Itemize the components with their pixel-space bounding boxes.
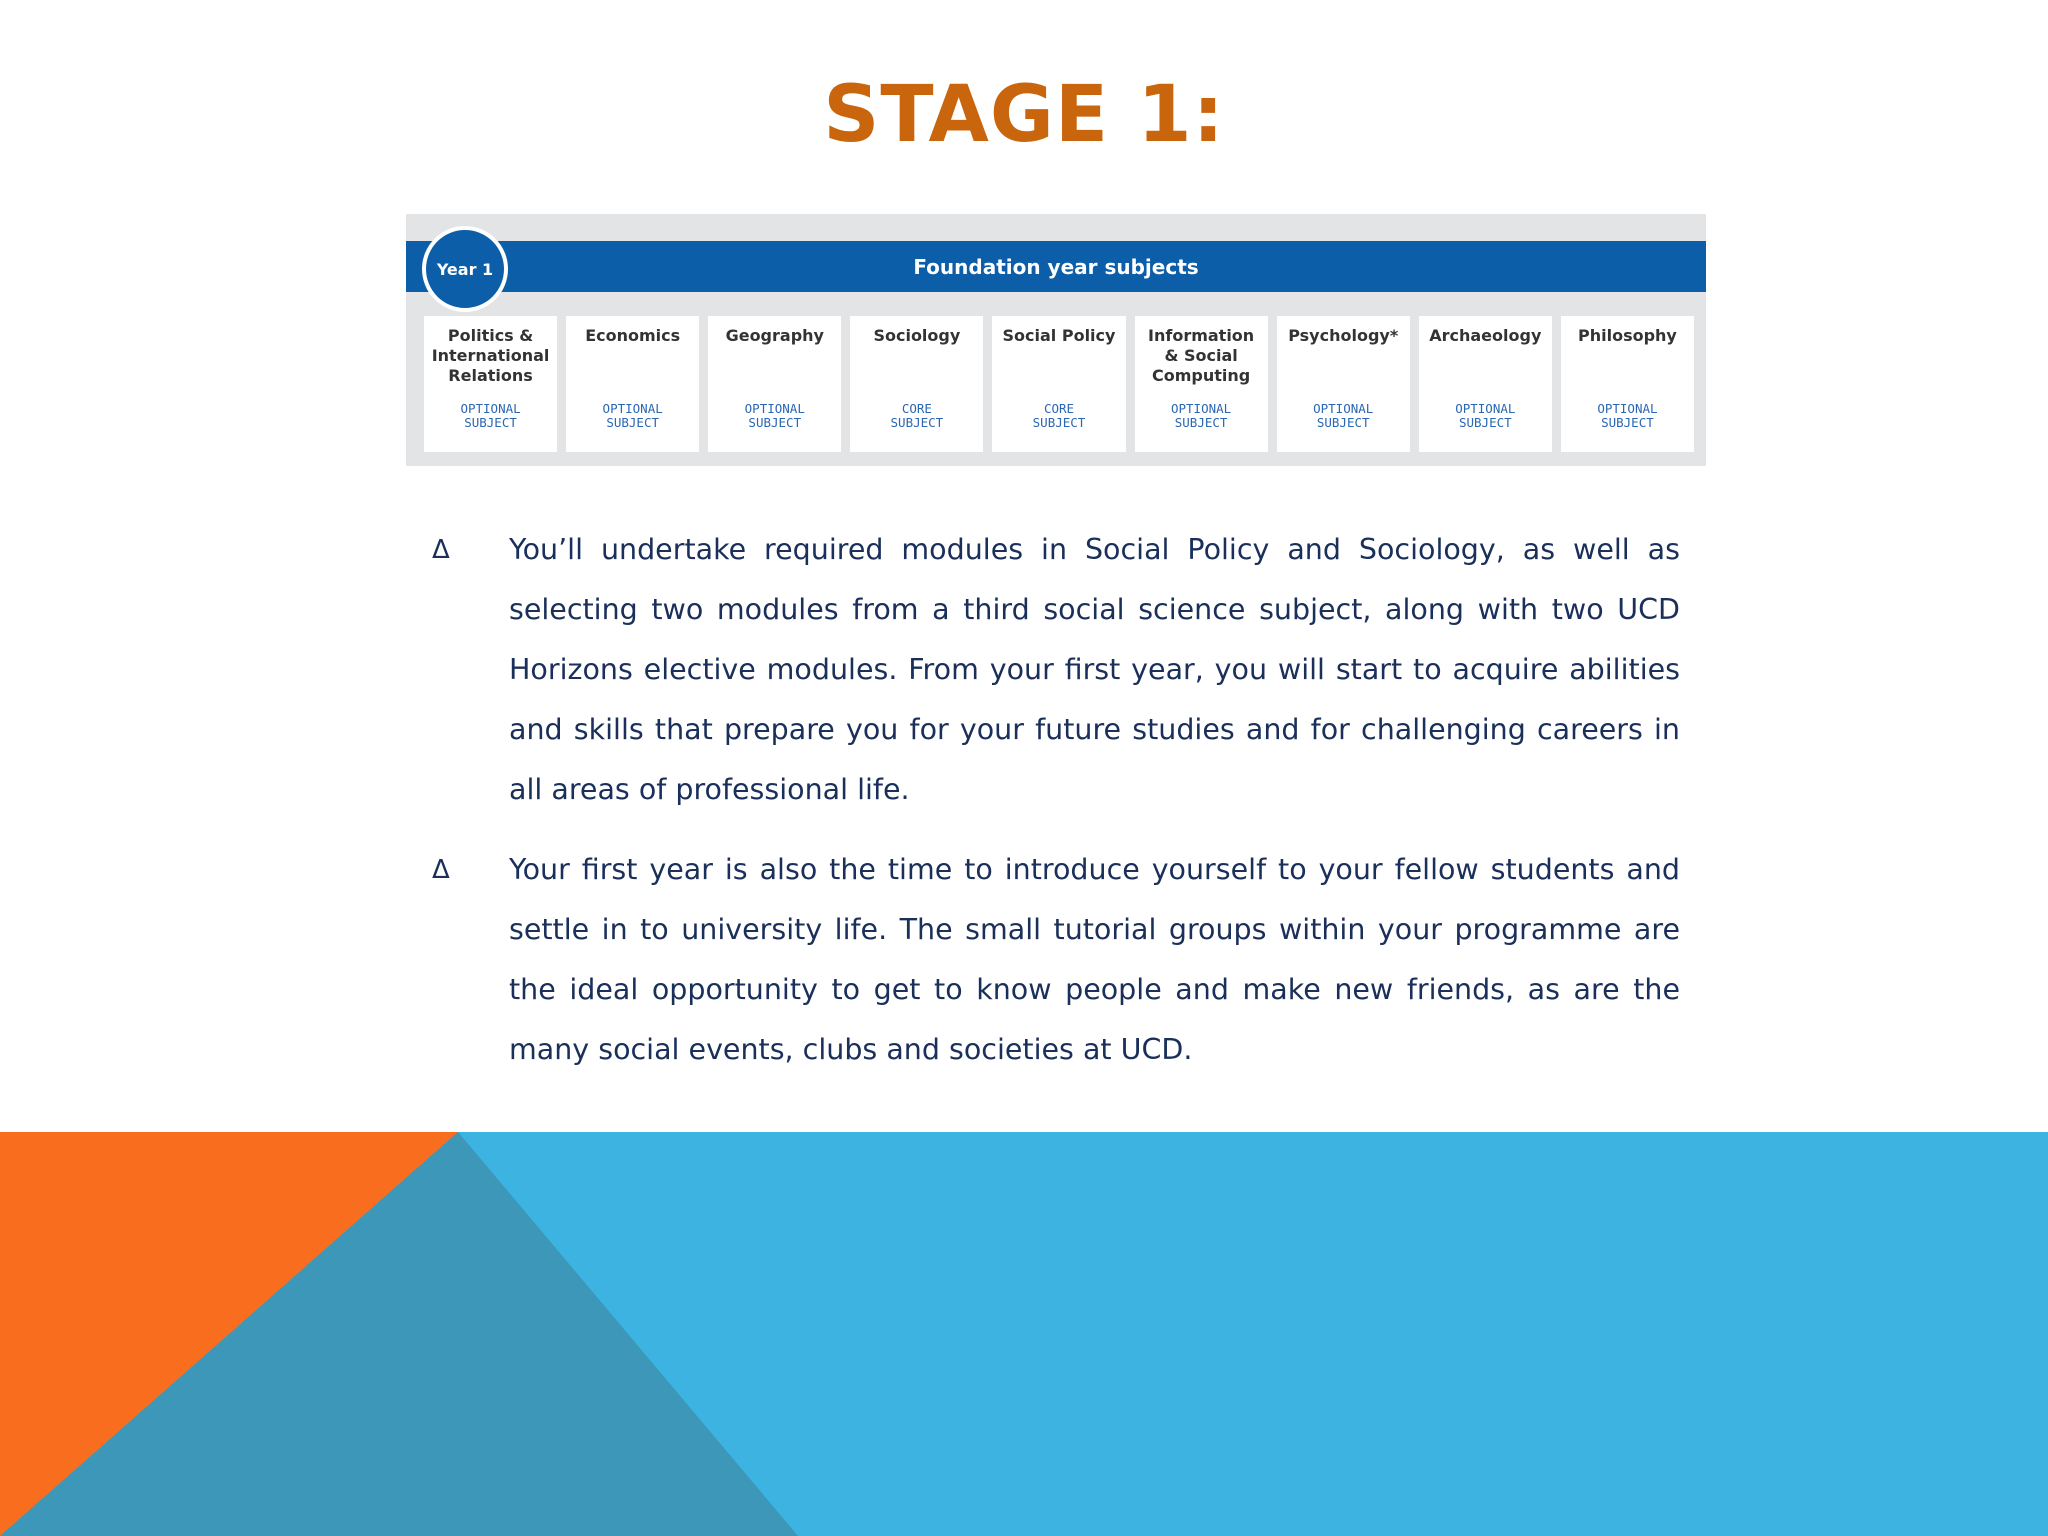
subject-card [992, 316, 1125, 452]
subject-type: OPTIONAL SUBJECT [602, 401, 663, 430]
subject-type: OPTIONAL SUBJECT [460, 401, 521, 430]
subject-type: OPTIONAL SUBJECT [1455, 401, 1516, 430]
subject-type: CORE SUBJECT [890, 401, 944, 430]
subject-type: CORE SUBJECT [1032, 401, 1086, 430]
bullet-list [430, 520, 1680, 1100]
slide-title: STAGE 1: [823, 70, 1225, 160]
subject-name: Social Policy [1002, 326, 1116, 345]
bullet-text: Your first year is also the time to introduce yourself to your fellow students and settle in to university life. The small tutorial groups within your programme are the ideal opportunity to get to know people and make new friends, as are the many social events, clubs and societies at UCD. [509, 853, 1680, 1066]
subject-card [850, 316, 983, 452]
subject-name: Economics [585, 326, 681, 345]
subject-type: OPTIONAL SUBJECT [1313, 401, 1374, 430]
subject-name: Politics & International Relations [431, 326, 550, 385]
subject-card [1561, 316, 1694, 452]
subject-type: OPTIONAL SUBJECT [1170, 401, 1232, 430]
subject-name: Psychology* [1288, 326, 1399, 345]
bullet-item [430, 520, 1680, 820]
table-header: Foundation year subjects [406, 241, 1706, 292]
subject-type: OPTIONAL SUBJECT [1597, 401, 1658, 430]
year-badge: Year 1 [422, 226, 508, 312]
subject-name: Geography [725, 326, 824, 345]
subject-card [1419, 316, 1552, 452]
subject-type: OPTIONAL SUBJECT [744, 401, 805, 430]
decorative-footer [0, 1132, 2048, 1536]
subject-card [708, 316, 841, 452]
bullet-item [430, 840, 1680, 1080]
subject-name: Information & Social Computing [1148, 326, 1255, 385]
foundation-year-table [406, 214, 1706, 466]
subject-card [1135, 316, 1268, 452]
subject-card [1277, 316, 1410, 452]
subject-name: Sociology [873, 326, 961, 345]
subject-name: Philosophy [1577, 326, 1677, 345]
bullet-text: You’ll undertake required modules in Social Policy and Sociology, as well as selecting two modules from a third social science subject, along with two UCD Horizons elective modules. From your first year, you will start to acquire abilities and skills that prepare you for your future studies and for challenging careers in all areas of professional life. [509, 533, 1680, 806]
subject-card [566, 316, 699, 452]
subject-card [424, 316, 557, 452]
delta-bullet-icon: Δ [432, 535, 450, 565]
subject-list [424, 316, 1694, 452]
delta-bullet-icon: Δ [432, 855, 450, 885]
subject-name: Archaeology [1429, 326, 1542, 345]
